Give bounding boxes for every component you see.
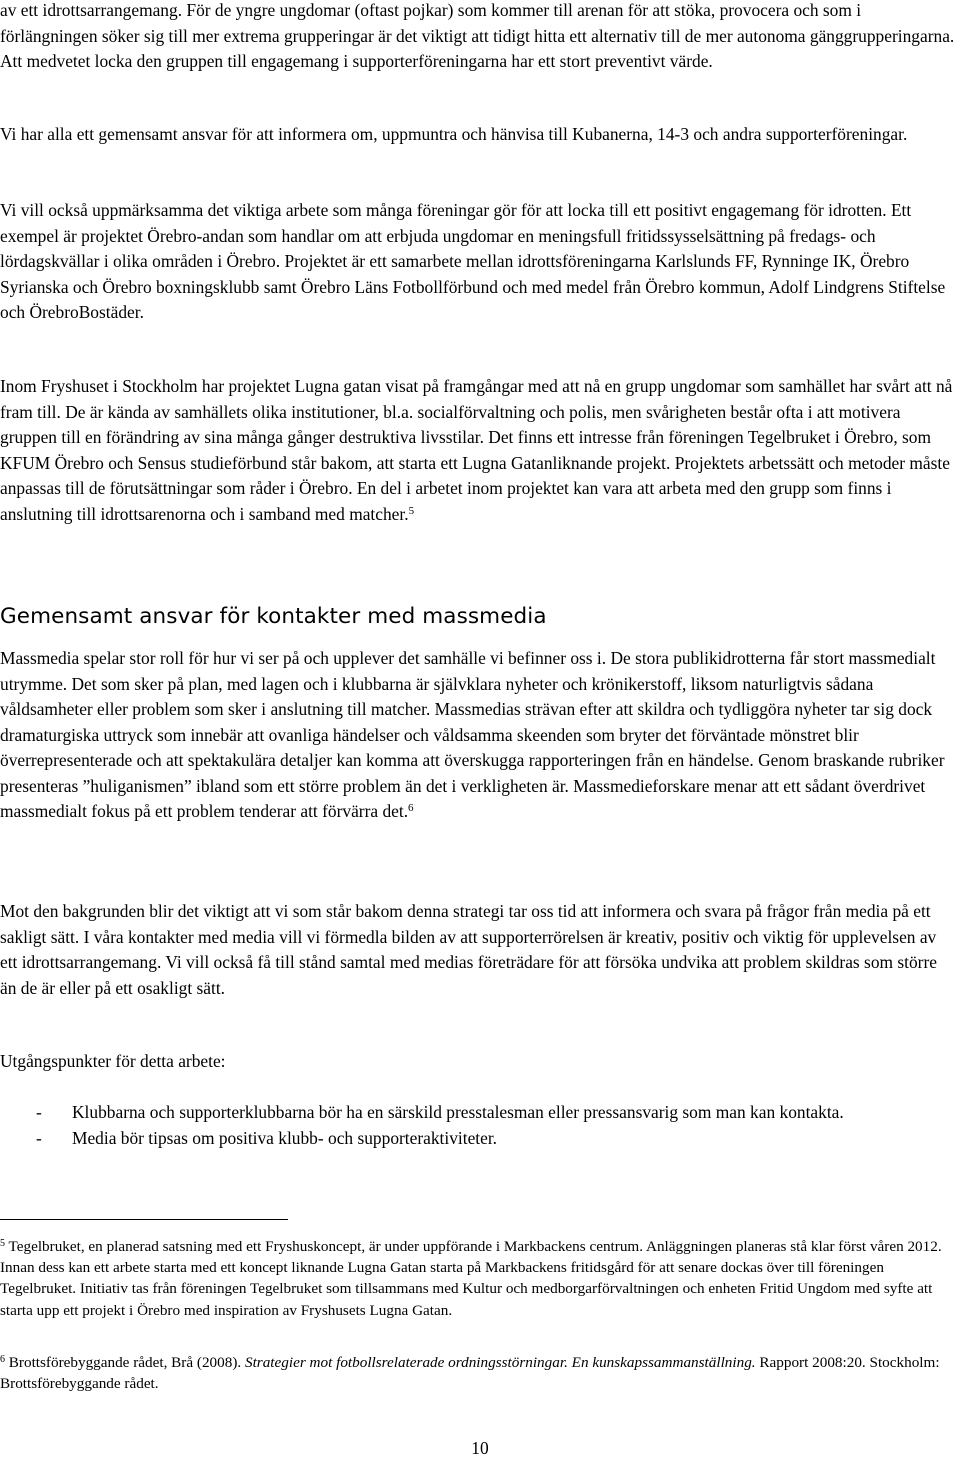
startpoints-list — [0, 1100, 956, 1151]
paragraph-fryshuset — [0, 374, 956, 527]
footnote-separator — [0, 1219, 288, 1220]
paragraph-background: Mot den bakgrunden blir det viktigt att vi som står bakom denna strategi tar oss tid att informera och svara på frågor från media på ett sakligt sätt. I våra kontakter med media vill vi förmedla bilden av att supporterrörelsen är kreativ, positiv och viktig för upplevelsen av ett idrottsarrangemang. Vi vill också få till stånd samtal med medias företrädare för att försöka undvika att problem skildras som större än de är eller på ett osakligt sätt. — [0, 901, 937, 998]
footnote-number: 5 — [0, 1238, 5, 1249]
list-item — [0, 1126, 956, 1152]
footnote-6-title: Strategier mot fotbollsrelaterade ordningsstörningar. En kunskapssammanställning. — [244, 1354, 756, 1371]
footnote-number: 6 — [0, 1354, 5, 1365]
paragraph-fryshuset-text: Inom Fryshuset i Stockholm har projektet Lugna gatan visat på framgångar med att nå en grupp ungdomar som samhället har svårt att nå fram till. De är kända av samhällets olika institutioner, bl.a. socialförvaltning och polis, men svårigheten består ofta i att motivera gruppen till en förändring av sina många gånger destruktiva livsstilar. Det finns ett intresse från föreningen Tegelbruket i Örebro, som KFUM Örebro och Sensus studieförbund står bakom, att starta ett Lugna Gatanliknande projekt. Projektets arbetssätt och metoder måste anpassas till de förutsättningar som råder i Örebro. En del i arbetet inom projektet kan vara att arbeta med den grupp som finns i anslutning till idrottsarenorna och i samband med matcher. — [0, 376, 953, 524]
paragraph-responsibility: Vi har alla ett gemensamt ansvar för att informera om, uppmuntra och hänvisa till Kubanerna, 14-3 och andra supporterföreningar. — [0, 124, 908, 144]
section-heading: Gemensamt ansvar för kontakter med massmedia — [0, 604, 547, 629]
list-item-text: Media bör tipsas om positiva klubb- och supporteraktiviteter. — [72, 1127, 498, 1148]
paragraph-media — [0, 646, 956, 825]
footnote-6-rest: Rapport 2008:20. Stockholm: Brottsförebyggande rådet. — [0, 1354, 940, 1393]
page-number: 10 — [471, 1438, 489, 1458]
footnote-5-text: Tegelbruket, en planerad satsning med ett Fryshuskoncept, är under uppförande i Markbackens centrum. Anläggningen planeras stå klar först våren 2012. Innan dess kan ett arbete starta med ett koncept liknande Lugna Gatan starta på Markbackens fritidsgård för att senare dockas över till föreningen Tegelbruket. Initiativ tas från föreningen Tegelbruket som tillsammans med Kultur och medborgarförvaltningen och enheten Fritid Ungdom med syfte att starta upp ett projekt i Örebro med inspiration av Fryshusets Lugna Gatan. — [0, 1238, 942, 1319]
paragraph-intro: av ett idrottsarrangemang. För de yngre ungdomar (oftast pojkar) som kommer till arenan för att stöka, provocera och som i förlängningen söker sig till mer extrema grupperingar är det viktigt att tidigt hitta ett alternativ till de mer autonoma gänggrupperingarna. Att medvetet locka den gruppen till engagemang i supporterföreningarna har ett stort preventivt värde. — [0, 0, 955, 71]
footnote-ref-6: 6 — [408, 802, 414, 814]
list-item-text: Klubbarna och supporterklubbarna bör ha en särskild presstalesman eller pressansvarig som man kan kontakta. — [72, 1102, 844, 1122]
paragraph-highlight: Vi vill också uppmärksamma det viktiga arbete som många föreningar gör för att locka till ett positivt engagemang för idrotten. Ett exempel är projektet Örebro-andan som handlar om att erbjuda ungdomar en meningsfull fritidssysselsättning på fredags- och lördagskvällar i olika områden i Örebro. Projektet är ett samarbete mellan idrottsföreningarna Karlslunds FF, Rynninge IK, Örebro Syrianska och Örebro boxningsklubb samt Örebro Läns Fotbollförbund och med medel från Örebro kommun, Adolf Lindgrens Stiftelse och ÖrebroBostäder. — [0, 200, 946, 322]
list-marker: - — [36, 1102, 42, 1122]
footnote-6-author: Brottsförebyggande rådet, Brå (2008). — [8, 1354, 242, 1371]
paragraph-startpoints: Utgångspunkter för detta arbete: — [0, 1051, 226, 1071]
list-item — [0, 1100, 956, 1126]
footnote-5 — [0, 1236, 956, 1321]
list-marker: - — [36, 1127, 42, 1148]
paragraph-media-text: Massmedia spelar stor roll för hur vi ser på och upplever det samhälle vi befinner oss i. De stora publikidrotterna får stort massmedialt utrymme. Det som sker på plan, med lagen och i klubbarna är självklara nyheter och krönikerstoff, liksom naturligtvis sådana våldsamheter eller problem som sker i anslutning till matcher. Massmedias strävan efter att skildra och tydliggöra nyheter tar sig dock dramaturgiska uttryck som innebär att ovanliga händelser och våldsamma skeenden som bryter det förväntade mönstret blir överrepresenterade och att spektakulära detaljer kan komma att överskugga rapporteringen från en händelse. Genom braskande rubriker presenteras ”huliganismen” ibland som ett större problem än det i verkligheten är. Massmedieforskare menar att ett sådant överdrivet massmedialt fokus på ett problem tenderar att förvärra det. — [0, 648, 945, 821]
footnote-6 — [0, 1352, 956, 1394]
footnote-ref-5: 5 — [408, 504, 415, 517]
